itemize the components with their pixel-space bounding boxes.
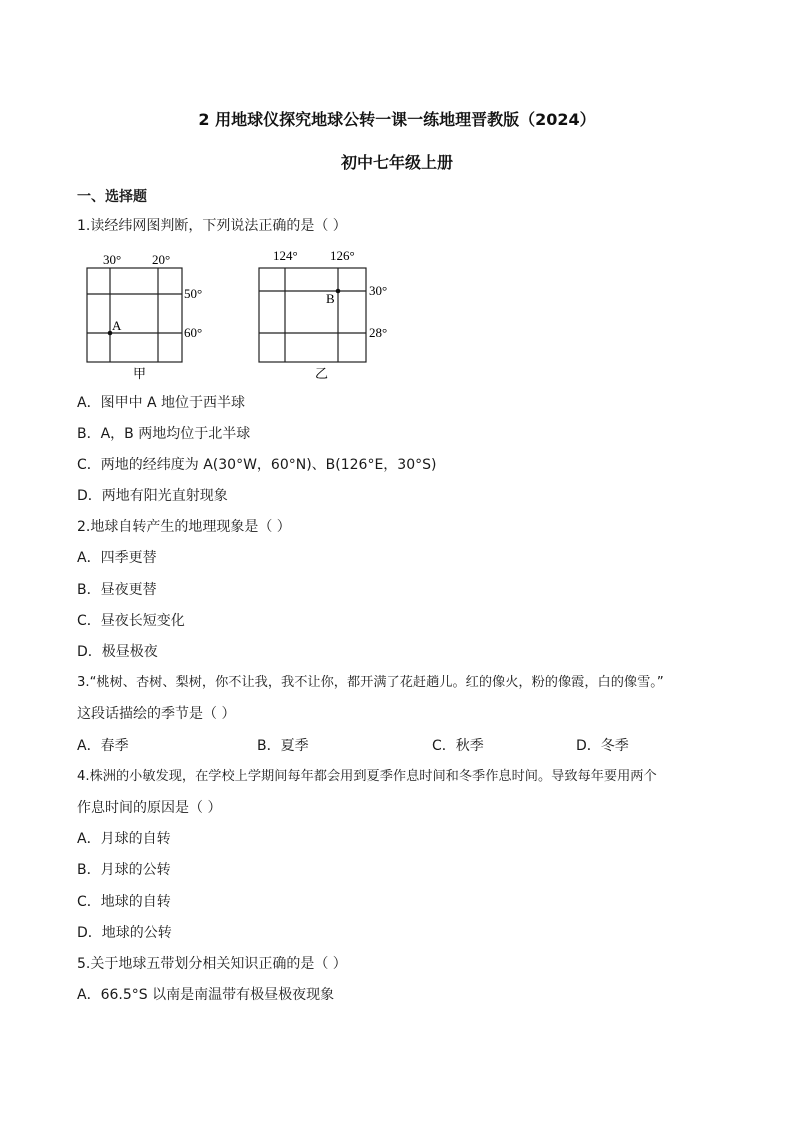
q2-option-b: B．昼夜更替 bbox=[77, 582, 157, 598]
question-4-stem-line2: 作息时间的原因是（ ） bbox=[77, 800, 222, 816]
question-5-stem: 5.关于地球五带划分相关知识正确的是（ ） bbox=[77, 956, 347, 972]
yi-top-label-1: 124° bbox=[273, 248, 298, 263]
doc-title: 2 用地球仪探究地球公转一课一练地理晋教版（2024） bbox=[198, 110, 596, 129]
q5-option-a: A．66.5°S 以南是南温带有极昼极夜现象 bbox=[77, 987, 335, 1003]
q3-option-d: D．冬季 bbox=[576, 738, 629, 754]
q1-option-b: B．A，B 两地均位于北半球 bbox=[77, 426, 251, 442]
section-heading: 一、选择题 bbox=[77, 189, 147, 205]
yi-top-label-2: 126° bbox=[330, 248, 355, 263]
q1-option-c: C．两地的经纬度为 A(30°W，60°N)、B(126°E，30°S) bbox=[77, 457, 437, 473]
jia-top-label-1: 30° bbox=[103, 252, 122, 267]
question-1-stem: 1.读经纬网图判断，下列说法正确的是（ ） bbox=[77, 218, 347, 234]
point-a-label: A bbox=[112, 318, 122, 333]
yi-caption: 乙 bbox=[315, 367, 329, 382]
grid-yi bbox=[259, 268, 366, 362]
point-b-marker bbox=[336, 289, 341, 294]
q2-option-d: D．极昼极夜 bbox=[77, 644, 158, 660]
jia-right-label-1: 50° bbox=[184, 286, 203, 301]
doc-subtitle: 初中七年级上册 bbox=[340, 153, 453, 172]
question-3-stem-line2: 这段话描绘的季节是（ ） bbox=[77, 706, 236, 722]
q4-option-b: B．月球的公转 bbox=[77, 862, 171, 878]
q2-option-a: A．四季更替 bbox=[77, 550, 157, 566]
jia-caption: 甲 bbox=[133, 367, 147, 382]
q4-option-d: D．地球的公转 bbox=[77, 925, 172, 941]
jia-right-label-2: 60° bbox=[184, 325, 203, 340]
yi-right-label-1: 30° bbox=[369, 283, 388, 298]
grid-jia bbox=[87, 268, 182, 362]
point-b-label: B bbox=[326, 291, 335, 306]
question-3-stem-line1: 3.“桃树、杏树、梨树，你不让我，我不让你，都开满了花赶趟儿。红的像火，粉的像霞，白的像雪。” bbox=[77, 675, 664, 690]
yi-right-label-2: 28° bbox=[369, 325, 388, 340]
question-2-stem: 2.地球自转产生的地理现象是（ ） bbox=[77, 519, 291, 535]
q1-option-a: A．图甲中 A 地位于西半球 bbox=[77, 395, 246, 411]
q4-option-c: C．地球的自转 bbox=[77, 894, 171, 910]
q3-option-a: A．春季 bbox=[77, 738, 129, 754]
q4-option-a: A．月球的自转 bbox=[77, 831, 171, 847]
question-4-stem-line1: 4.株洲的小敏发现，在学校上学期间每年都会用到夏季作息时间和冬季作息时间。导致每年要用两个 bbox=[77, 769, 657, 784]
jia-top-label-2: 20° bbox=[152, 252, 171, 267]
q3-option-b: B．夏季 bbox=[257, 738, 309, 754]
latitude-longitude-figure bbox=[70, 244, 410, 384]
q3-option-c: C．秋季 bbox=[432, 738, 484, 754]
q2-option-c: C．昼夜长短变化 bbox=[77, 613, 185, 629]
q1-option-d: D．两地有阳光直射现象 bbox=[77, 488, 228, 504]
